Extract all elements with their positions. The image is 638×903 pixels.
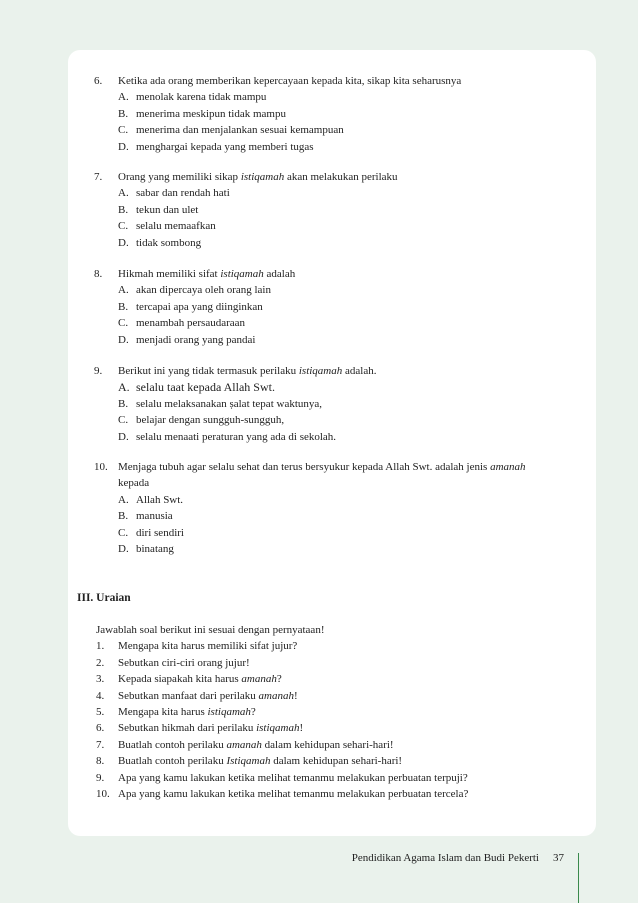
option-text: selalu melaksanakan ṣalat tepat waktunya, [136,397,323,410]
question-text: Orang yang memiliki sikap istiqamah akan melakukan perilaku [118,171,398,183]
question-number: 8. [94,268,103,280]
option-letter: C. [118,526,129,539]
option-letter: B. [118,510,129,523]
essay-item: 8. Buatlah contoh perilaku Istiqamah dalam kehidupan sehari-hari! [96,755,403,768]
option-text: selalu memaafkan [136,220,216,233]
question-7 [94,169,574,251]
question-text: Hikmah memiliki sifat istiqamah adalah [118,268,296,280]
option-text: binatang [136,543,174,556]
question-text-continuation: kepada [118,477,150,490]
option-letter: D. [118,430,129,443]
option-text: sabar dan rendah hati [136,187,230,200]
question-number: 10. [94,461,108,473]
option-text: tercapai apa yang diinginkan [136,300,263,313]
option-letter: A. [118,284,129,297]
essay-item: 3. Kepada siapakah kita harus amanah? [96,673,282,686]
option-letter: C. [118,414,129,427]
option-text: menghargai kepada yang memberi tugas [136,140,314,153]
option-letter: A. [118,493,129,506]
option-text: tidak sombong [136,236,202,249]
question-text: Menjaga tubuh agar selalu sehat dan terus bersyukur kepada Allah Swt. adalah jenis amanah [118,461,526,473]
page-number: 37 [553,852,564,864]
option-letter: D. [118,543,129,556]
option-letter: A. [118,187,129,200]
option-text: selalu taat kepada Allah Swt. [136,380,275,395]
question-10 [94,459,574,557]
essay-item: 4. Sebutkan manfaat dari perilaku amanah! [96,689,298,702]
essay-item: 2. Sebutkan ciri-ciri orang jujur! [96,656,250,669]
essay-item: 1. Mengapa kita harus memiliki sifat jujur? [96,640,298,653]
option-text: menolak karena tidak mampu [136,91,267,104]
essay-item: 9. Apa yang kamu lakukan ketika melihat temanmu melakukan perbuatan terpuji? [96,771,468,784]
option-letter: C. [118,124,129,137]
option-text: belajar dengan sungguh-sungguh, [136,414,285,427]
option-letter: D. [118,236,129,249]
essay-intro: Jawablah soal berikut ini sesuai dengan pernyataan! [96,624,325,636]
question-number: 7. [94,171,103,183]
essay-list [96,622,576,802]
option-text: menerima meskipun tidak mampu [136,107,286,120]
essay-item: 7. Buatlah contoh perilaku amanah dalam kehidupan sehari-hari! [96,738,394,751]
option-text: tekun dan ulet [136,203,199,216]
option-letter: A. [118,91,129,104]
option-text: menambah persaudaraan [136,317,246,330]
essay-item: 5. Mengapa kita harus istiqamah? [96,706,256,719]
option-text: menjadi orang yang pandai [136,333,256,346]
option-letter: B. [118,397,129,410]
option-text: manusia [136,510,173,523]
question-9 [94,363,574,445]
option-text: Allah Swt. [136,493,184,506]
option-text: menerima dan menjalankan sesuai kemampuan [136,124,344,137]
footer-divider [578,853,579,903]
question-text: Ketika ada orang memberikan kepercayaan kepada kita, sikap kita seharusnya [118,75,462,87]
book-title: Pendidikan Agama Islam dan Budi Pekerti [351,852,539,864]
question-text: Berikut ini yang tidak termasuk perilaku istiqamah adalah. [118,365,377,377]
page-footer [352,852,564,864]
essay-item: 10. Apa yang kamu lakukan ketika melihat temanmu melakukan perbuatan tercela? [96,788,469,801]
option-text: akan dipercaya oleh orang lain [136,284,271,297]
option-letter: C. [118,220,129,233]
question-6 [94,73,574,155]
question-8 [94,266,574,348]
option-letter: C. [118,317,129,330]
option-letter: D. [118,333,129,346]
section-title: III. Uraian [77,592,131,604]
option-text: selalu menaati peraturan yang ada di sekolah. [136,430,337,443]
option-letter: A. [118,380,130,395]
question-number: 9. [94,365,103,377]
option-text: diri sendiri [136,526,184,539]
option-letter: D. [118,140,129,153]
question-number: 6. [94,75,103,87]
option-letter: B. [118,203,129,216]
option-letter: B. [118,107,129,120]
essay-item: 6. Sebutkan hikmah dari perilaku istiqamah! [96,722,304,735]
option-letter: B. [118,300,129,313]
